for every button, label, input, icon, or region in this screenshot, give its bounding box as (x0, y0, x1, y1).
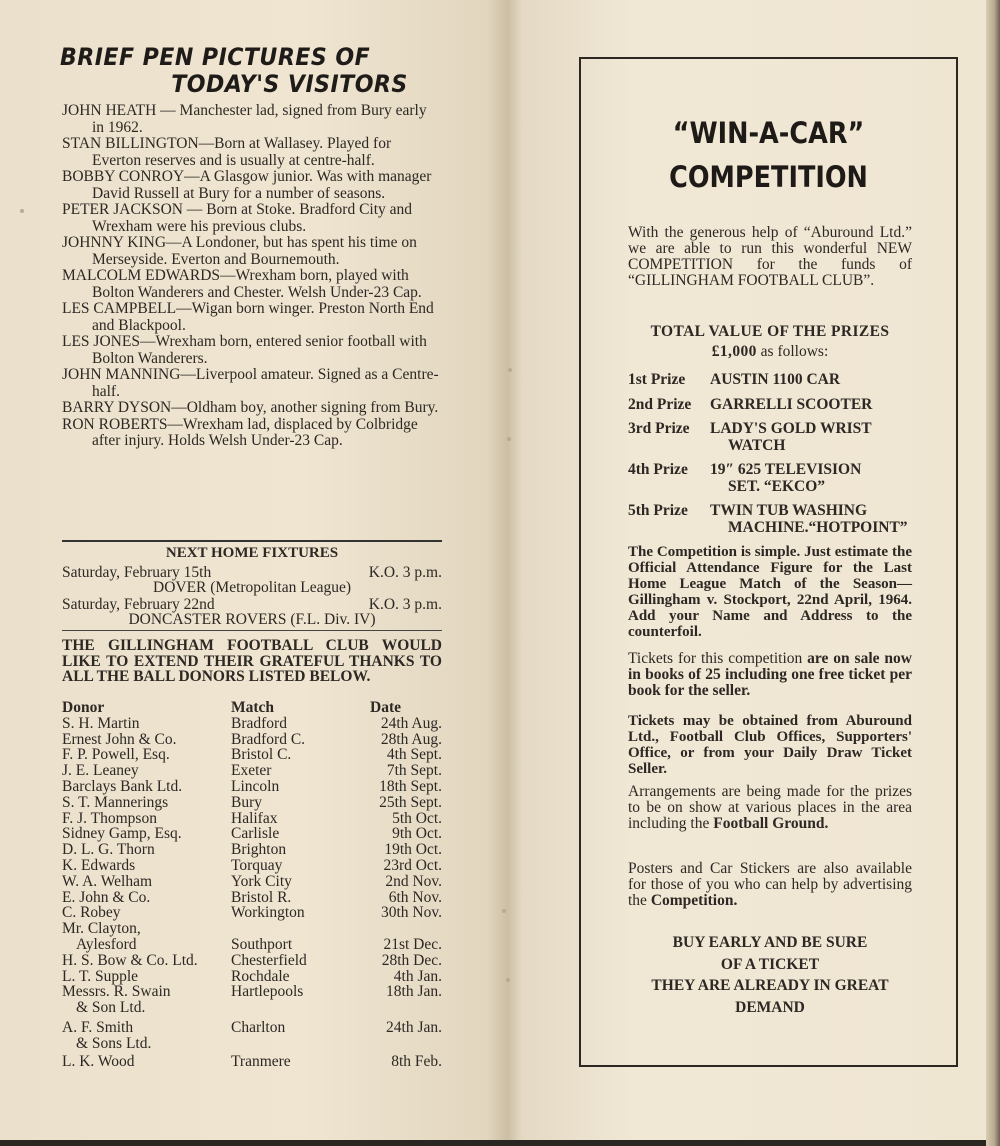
donor-date: 4th Jan. (393, 967, 442, 985)
prize-rank: 4th Prize (628, 461, 688, 478)
total-heading: TOTAL VALUE OF THE PRIZES (650, 323, 890, 340)
donor-match: Carlisle (231, 825, 280, 843)
donor-name: E. John & Co. (62, 888, 151, 906)
heading-line-1: BRIEF PEN PICTURES OF (60, 43, 371, 71)
donor-name-line: A. F. Smith (62, 1018, 134, 1036)
donor-date: 6th Nov. (388, 888, 442, 906)
donor-name: Barclays Bank Ltd. (62, 777, 183, 795)
pen-pictures-list (62, 103, 442, 450)
prize-item (628, 372, 928, 389)
ball-donors-thanks: THE GILLINGHAM FOOTBALL CLUB WOULD LIKE TO EXTEND THEIR GRATEFUL THANKS TO ALL THE BALL DONORS LISTED BELOW. (62, 637, 442, 685)
donor-date: 30th Nov. (381, 904, 442, 922)
header-donor: Donor (62, 699, 105, 716)
tickets-bold: are on sale now in books of 25 including one free ticket per book for the seller. (628, 650, 912, 699)
fixture-date: Saturday, February 15th (62, 564, 212, 581)
donor-name: L. K. Wood (62, 1052, 135, 1070)
buy-line: BUY EARLY AND BE SURE (672, 934, 868, 951)
donor-date: 4th Sept. (386, 746, 442, 764)
donor-match: Lincoln (231, 777, 280, 795)
donor-match: Brighton (231, 841, 287, 859)
donor-match: Exeter (231, 762, 272, 780)
prize-item (628, 421, 928, 454)
donor-name: F. P. Powell, Esq. (62, 746, 170, 764)
donor-match: Halifax (231, 809, 278, 827)
prize-list (628, 372, 928, 544)
donor-date: 8th Feb. (391, 1052, 442, 1070)
prize-name: GARRELLI SCOOTER (710, 395, 873, 413)
donor-row (62, 858, 442, 874)
donor-name: W. A. Welham (62, 872, 153, 890)
donor-name: C. Robey (62, 904, 121, 922)
buy-early-notice (621, 932, 919, 1018)
donor-match: Bristol C. (231, 746, 292, 764)
donor-date: 7th Sept. (386, 762, 442, 780)
prize-name-cont: WATCH (728, 436, 786, 454)
fixture-opponent: DONCASTER ROVERS (F.L. Div. IV) (128, 611, 376, 628)
donor-name (62, 984, 232, 1016)
title-line-1: “WIN-A-CAR” (672, 116, 865, 150)
donor-date: 24th Aug. (380, 714, 442, 732)
donor-name: Ernest John & Co. (62, 730, 177, 748)
paper-speck (507, 437, 511, 441)
donor-row (62, 826, 442, 842)
prize-rank: 5th Prize (628, 502, 688, 519)
donor-row (62, 811, 442, 827)
pen-picture-entry: BOBBY CONROY—A Glasgow junior. Was with manager David Russell at Bury for a number of seasons. (62, 168, 432, 202)
donor-name: S. H. Martin (62, 714, 140, 732)
competition-intro: With the generous help of “Aburound Ltd.” we are able to run this wonderful NEW COMPETITION for the funds of “GILLINGHAM FOOTBALL CLUB”. (628, 224, 912, 289)
header-date: Date (370, 699, 401, 716)
prize-name: TWIN TUB WASHING (710, 502, 868, 519)
arrange-text: Arrangements are being made for the prizes to be on show at various places in the area including the (628, 783, 912, 832)
donor-match: Bristol R. (231, 888, 292, 906)
prize-name-cont: SET. “EKCO” (728, 477, 826, 495)
paper-speck (508, 368, 512, 372)
prize-item (628, 462, 928, 495)
donor-row (62, 763, 442, 779)
donor-name-line: & Sons Ltd. (76, 1034, 152, 1052)
donor-match: Workington (231, 904, 305, 922)
ball-donors-table (62, 700, 442, 1069)
pen-pictures-heading (60, 44, 410, 98)
donor-match: Charlton (231, 1018, 286, 1036)
prizes-display (628, 784, 912, 832)
fixture-opponent: DOVER (Metropolitan League) (153, 579, 351, 596)
buy-line: THEY ARE ALREADY IN GREAT (651, 977, 889, 994)
divider (62, 540, 442, 542)
donor-match: Bradford C. (231, 730, 306, 748)
prize-name: 19″ 625 TELEVISION (710, 461, 862, 478)
pen-picture-entry: JOHN MANNING—Liverpool amateur. Signed as a Centre-half. (62, 366, 439, 400)
total-suffix: as follows: (756, 343, 829, 360)
donor-row (62, 953, 442, 969)
arrange-bold: Football Ground. (713, 815, 829, 832)
donor-date: 24th Jan. (386, 1018, 442, 1036)
donor-name-line: Messrs. R. Swain (62, 983, 171, 1001)
prize-rank: 1st Prize (628, 371, 686, 388)
prize-rank: 3rd Prize (628, 420, 690, 437)
pen-picture-entry: LES JONES—Wrexham born, entered senior football with Bolton Wanderers. (62, 333, 427, 367)
donor-row (62, 716, 442, 732)
paper-speck (502, 909, 506, 913)
fixture-kickoff: K.O. 3 p.m. (368, 596, 442, 613)
donor-name: H. S. Bow & Co. Ltd. (62, 951, 198, 969)
fixtures-title: NEXT HOME FIXTURES (165, 545, 339, 561)
donor-match: Chesterfield (231, 951, 307, 969)
buy-line: OF A TICKET (720, 955, 820, 973)
pen-picture-entry: STAN BILLINGTON—Born at Wallasey. Played for Everton reserves and is usually at centre-half. (62, 135, 392, 169)
posters-bold: Competition. (650, 892, 738, 909)
prize-item (628, 397, 928, 414)
competition-title (604, 111, 934, 199)
prize-name: AUSTIN 1100 CAR (710, 371, 841, 388)
donor-date: 23rd Oct. (383, 856, 442, 874)
donor-row (62, 874, 442, 890)
title-line-2: COMPETITION (669, 160, 868, 194)
donor-match: Tranmere (231, 1052, 291, 1070)
fixture-kickoff: K.O. 3 p.m. (368, 564, 442, 581)
pen-picture-entry: MALCOLM EDWARDS—Wrexham born, played with Bolton Wanderers and Chester. Welsh Under-23 Cap. (62, 267, 422, 301)
donor-row (62, 747, 442, 763)
donor-date: 28th Aug. (380, 730, 442, 748)
donor-row (62, 984, 442, 1016)
tickets-obtain: Tickets may be obtained from Aburound Ltd., Football Club Offices, Supporters' Office, or from your Daily Draw Ticket Seller. (628, 713, 912, 777)
donor-row (62, 890, 442, 906)
donor-row (62, 842, 442, 858)
prize-name-cont: MACHINE.“HOTPOINT” (728, 518, 908, 536)
donor-name (62, 1020, 232, 1052)
donor-row (62, 921, 442, 953)
donor-date: 2nd Nov. (385, 872, 442, 890)
donor-date: 18th Sept. (379, 777, 442, 795)
buy-line: DEMAND (735, 998, 805, 1016)
donor-match: Torquay (231, 856, 283, 874)
donor-match: Bury (231, 793, 262, 811)
donor-name: Sidney Gamp, Esq. (62, 825, 182, 843)
donor-date: 28th Dec. (381, 951, 442, 969)
paper-speck (20, 209, 24, 213)
pen-picture-entry: JOHN HEATH — Manchester lad, signed from Bury early in 1962. (62, 102, 427, 136)
competition-rules: The Competition is simple. Just estimate the Official Attendance Figure for the Last Home League Match of the Season—Gillingham v. Stockport, 22nd April, 1964. Add your Name and Address to the counterfoil. (628, 544, 912, 640)
header-match: Match (231, 699, 275, 716)
fixture-date: Saturday, February 22nd (62, 596, 215, 613)
donor-match: Hartlepools (231, 983, 304, 1001)
win-a-car-box (579, 57, 958, 1067)
donor-date: 5th Oct. (392, 809, 442, 827)
donor-match: Southport (231, 935, 293, 953)
donor-name: J. E. Leaney (62, 762, 139, 780)
donor-name (62, 921, 232, 953)
pen-picture-entry: LES CAMPBELL—Wigan born winger. Preston North End and Blackpool. (62, 300, 434, 334)
donor-row (62, 1020, 442, 1052)
donor-date: 21st Dec. (383, 935, 442, 953)
posters-text: Posters and Car Stickers are also available for those of you who can help by advertising the (628, 860, 912, 909)
donor-name-line: & Son Ltd. (76, 999, 146, 1017)
donor-row (62, 732, 442, 748)
divider (62, 630, 442, 631)
tickets-info (628, 651, 912, 699)
donor-row (62, 779, 442, 795)
paper-speck (506, 978, 510, 982)
donor-row (62, 969, 442, 985)
donor-row (62, 1054, 442, 1070)
donor-name-line: Aylesford (76, 935, 137, 953)
donor-date: 18th Jan. (386, 983, 442, 1001)
prize-name: LADY'S GOLD WRIST (710, 420, 872, 437)
donor-name-line: Mr. Clayton, (62, 920, 141, 938)
donor-match: Bradford (231, 714, 287, 732)
heading-line-2: TODAY'S VISITORS (171, 70, 408, 98)
donor-row (62, 795, 442, 811)
donor-match: Rochdale (231, 967, 290, 985)
donors-header-row (62, 700, 442, 716)
prize-total (628, 322, 912, 362)
donor-name: S. T. Mannerings (62, 793, 169, 811)
donor-name: L. T. Supple (62, 967, 139, 985)
donor-date: 9th Oct. (392, 825, 442, 843)
donor-name: F. J. Thompson (62, 809, 157, 827)
page-edge (986, 0, 1000, 1146)
donor-match: York City (231, 872, 292, 890)
donor-name: K. Edwards (62, 856, 136, 874)
posters-info (628, 861, 912, 909)
donor-row (62, 905, 442, 921)
prize-rank: 2nd Prize (628, 395, 692, 413)
tickets-text: Tickets for this competition (628, 650, 808, 667)
pen-picture-entry: RON ROBERTS—Wrexham lad, displaced by Colbridge after injury. Holds Welsh Under-23 Cap. (62, 415, 418, 449)
donor-date: 25th Sept. (379, 793, 442, 811)
donor-date: 19th Oct. (384, 841, 442, 859)
pen-picture-entry: BARRY DYSON—Oldham boy, another signing from Bury. (62, 399, 439, 416)
total-amount: £1,000 (711, 343, 757, 360)
pen-picture-entry: PETER JACKSON — Born at Stoke. Bradford City and Wrexham were his previous clubs. (62, 201, 413, 235)
pen-picture-entry: JOHNNY KING—A Londoner, but has spent his time on Merseyside. Everton and Bournemouth. (62, 234, 417, 268)
prize-item (628, 503, 928, 536)
donor-name: D. L. G. Thorn (62, 841, 155, 859)
